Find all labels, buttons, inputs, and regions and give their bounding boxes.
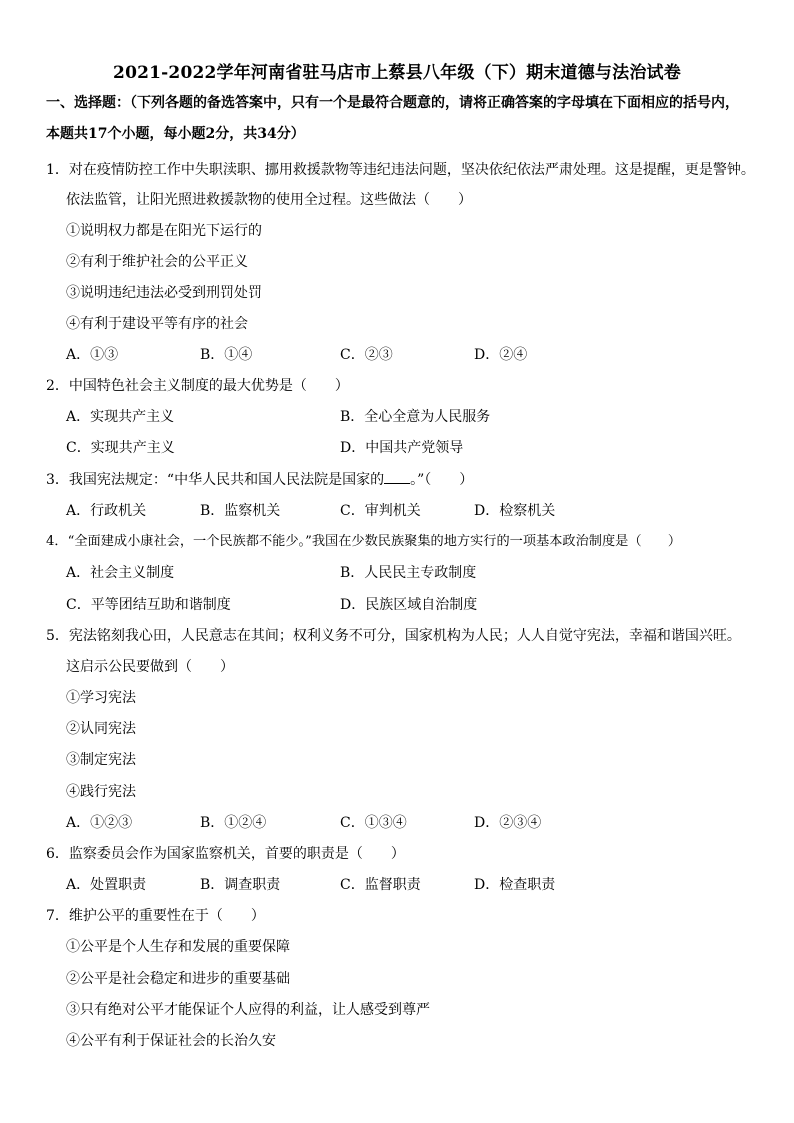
q5-item-2: ②认同宪法: [66, 721, 136, 737]
q3-option-b[interactable]: B．监察机关: [200, 503, 281, 519]
q1-stem-line-2: 依法监管，让阳光照进救援款物的使用全过程。这些做法（ ）: [66, 192, 472, 208]
q1-item-2: ②有利于维护社会的公平正义: [66, 254, 248, 270]
q3-stem-start: 3．我国宪法规定：“中华人民共和国人民法院是国家的: [46, 472, 385, 488]
section-heading-line-2: 本题共17个小题，每小题2分，共34分）: [46, 126, 305, 142]
q2-option-d[interactable]: D．中国共产党领导: [340, 440, 464, 456]
q3-option-d[interactable]: D．检察机关: [474, 503, 556, 519]
q2-option-b[interactable]: B．全心全意为人民服务: [340, 409, 491, 425]
q6-option-d[interactable]: D．检查职责: [474, 877, 556, 893]
q7-item-2: ②公平是社会稳定和进步的重要基础: [66, 971, 290, 987]
q5-stem-line-2: 这启示公民要做到（ ）: [66, 659, 234, 675]
q2-option-c[interactable]: C．实现共产主义: [66, 440, 175, 456]
q3-stem-end: 。”（ ）: [410, 472, 474, 488]
q3-answer-blank: [384, 470, 410, 484]
q4-option-a[interactable]: A．社会主义制度: [66, 565, 175, 581]
q3-stem: [46, 470, 473, 490]
q2-stem: 2．中国特色社会主义制度的最大优势是（ ）: [46, 378, 349, 394]
q6-option-a[interactable]: A．处置职责: [66, 877, 147, 893]
q1-item-3: ③说明违纪违法必受到刑罚处罚: [66, 285, 262, 301]
section-heading: [46, 88, 758, 150]
section-heading-line-1: 一、选择题：（下列各题的备选答案中，只有一个是最符合题意的，请将正确答案的字母填在下面相应的括号内，: [46, 95, 739, 111]
q1-option-c[interactable]: C．②③: [340, 347, 393, 363]
q7-item-4: ④公平有利于保证社会的长治久安: [66, 1033, 276, 1049]
q1-option-a[interactable]: A．①③: [66, 347, 119, 363]
q4-option-c[interactable]: C．平等团结互助和谐制度: [66, 597, 231, 613]
q5-item-3: ③制定宪法: [66, 752, 136, 768]
q1-option-b[interactable]: B．①④: [200, 347, 253, 363]
q5-option-c[interactable]: C．①③④: [340, 815, 407, 831]
q5-item-1: ①学习宪法: [66, 690, 136, 706]
q5-option-d[interactable]: D．②③④: [474, 815, 542, 831]
q5-option-b[interactable]: B．①②④: [200, 815, 267, 831]
q4-stem: 4．“全面建成小康社会，一个民族都不能少。”我国在少数民族聚集的地方实行的一项基本政治制度是（ ）: [46, 534, 682, 549]
q1-item-1: ①说明权力都是在阳光下运行的: [66, 223, 262, 239]
q3-option-a[interactable]: A．行政机关: [66, 503, 147, 519]
exam-title: 2021-2022学年河南省驻马店市上蔡县八年级（下）期末道德与法治试卷: [113, 63, 681, 83]
q6-stem: 6．监察委员会作为国家监察机关，首要的职责是（ ）: [46, 846, 405, 862]
q6-option-c[interactable]: C．监督职责: [340, 877, 421, 893]
q6-option-b[interactable]: B．调查职责: [200, 877, 281, 893]
q1-item-4: ④有利于建设平等有序的社会: [66, 316, 248, 332]
q2-option-a[interactable]: A．实现共产主义: [66, 409, 175, 425]
q4-option-d[interactable]: D．民族区域自治制度: [340, 597, 478, 613]
q5-item-4: ④践行宪法: [66, 784, 136, 800]
q4-option-b[interactable]: B．人民民主专政制度: [340, 565, 477, 581]
q7-item-3: ③只有绝对公平才能保证个人应得的利益，让人感受到尊严: [66, 1002, 430, 1018]
q7-stem: 7．维护公平的重要性在于（ ）: [46, 908, 265, 924]
q5-stem-line-1: 5．宪法铭刻我心田，人民意志在其间；权利义务不可分，国家机构为人民；人人自觉守宪法，幸福和谐国兴旺。: [46, 628, 741, 644]
q5-option-a[interactable]: A．①②③: [66, 815, 133, 831]
q3-option-c[interactable]: C．审判机关: [340, 503, 421, 519]
q1-option-d[interactable]: D．②④: [474, 347, 528, 363]
q7-item-1: ①公平是个人生存和发展的重要保障: [66, 939, 290, 955]
q1-stem-line-1: 1．对在疫情防控工作中失职渎职、挪用救援款物等违纪违法问题，坚决依纪依法严肃处理。这是提醒，更是警钟。: [46, 162, 755, 178]
